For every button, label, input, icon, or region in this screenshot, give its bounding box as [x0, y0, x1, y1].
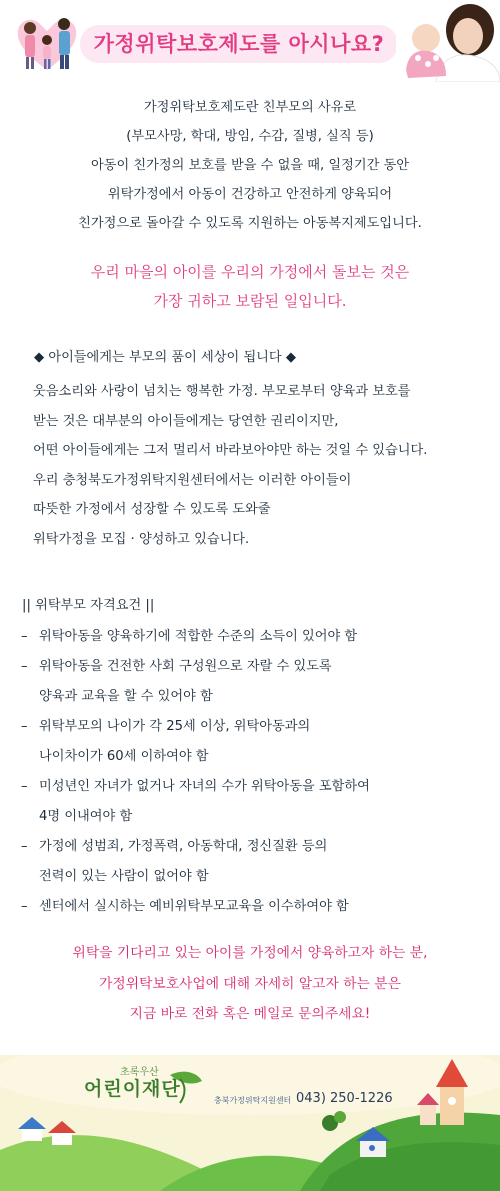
list-item-text: 센터에서 실시하는 예비위탁부모교육을 이수하여야 함	[39, 899, 349, 914]
list-item	[21, 652, 491, 712]
closing-message	[0, 938, 500, 1030]
center-name: 충북가정위탁지원센터	[214, 1096, 292, 1105]
org-logo-name: 어린이재단	[84, 1078, 181, 1100]
body-line: 우리 충청북도가정위탁지원센터에서는 이러한 아이들이	[33, 472, 352, 488]
intro-line: 가정위탁보호제도란 친부모의 사유로	[143, 100, 357, 115]
highlight-message	[0, 258, 500, 316]
list-item-continuation: 양육과 교육을 할 수 있어야 함	[39, 689, 213, 704]
page-title: 가정위탁보호제도를 아시나요?	[93, 32, 385, 56]
body-line: 어떤 아이들에게는 그저 멀리서 바라보아야만 하는 것일 수 있습니다.	[33, 443, 428, 459]
dash-bullet: –	[21, 899, 28, 914]
qualifications-heading: || 위탁부모 자격요건 ||	[22, 598, 155, 613]
org-subtitle: 초록우산	[120, 1067, 159, 1078]
footer-banner	[0, 1055, 500, 1191]
section-body	[33, 377, 493, 555]
list-item-text: 위탁아동을 양육하기에 적합한 수준의 소득이 있어야 함	[39, 629, 358, 644]
list-item	[21, 712, 491, 772]
list-item-text: 위탁아동을 건전한 사회 구성원으로 자랄 수 있도록	[39, 659, 332, 674]
family-illustration	[8, 8, 86, 78]
list-item-text: 미성년인 자녀가 없거나 자녀의 수가 위탁아동을 포함하여	[39, 779, 370, 794]
body-line: 위탁가정을 모집 · 양성하고 있습니다.	[33, 531, 250, 547]
intro-line: (부모사망, 학대, 방임, 수감, 질병, 실직 등)	[126, 129, 374, 144]
body-line: 웃음소리와 사랑이 넘치는 행복한 가정. 부모로부터 양육과 보호를	[33, 384, 411, 399]
dash-bullet: –	[21, 659, 28, 674]
closing-line: 위탁을 기다리고 있는 아이를 가정에서 양육하고자 하는 분,	[72, 945, 428, 961]
body-line: 따뜻한 가정에서 성장할 수 있도록 도와줄	[33, 502, 271, 518]
dash-bullet: –	[21, 779, 28, 794]
highlight-line: 우리 마을의 아이를 우리의 가정에서 돌보는 것은	[90, 263, 410, 281]
section-heading: ◆ 아이들에게는 부모의 품이 세상이 됩니다 ◆	[34, 350, 296, 365]
dash-bullet: –	[21, 839, 28, 854]
intro-paragraph	[0, 93, 500, 238]
list-item	[21, 832, 491, 892]
list-item-text: 가정에 성범죄, 가정폭력, 아동학대, 정신질환 등의	[39, 839, 328, 854]
intro-line: 아동이 친가정의 보호를 받을 수 없을 때, 일정기간 동안	[91, 158, 409, 173]
footer-landscape-illustration	[0, 1055, 500, 1191]
list-item-continuation: 나이차이가 60세 이하여야 함	[39, 749, 209, 764]
phone-number: 043) 250-1226	[296, 1091, 393, 1106]
dash-bullet: –	[21, 719, 28, 734]
mother-baby-photo	[396, 0, 500, 82]
list-item	[21, 772, 491, 832]
highlight-line: 가장 귀하고 보람된 일입니다.	[153, 292, 347, 310]
header-banner	[0, 0, 500, 85]
dash-bullet: –	[21, 629, 28, 644]
list-item	[21, 622, 491, 652]
qualifications-list	[21, 622, 491, 922]
closing-line: 지금 바로 전화 혹은 메일로 문의주세요!	[129, 1006, 371, 1022]
list-item-text: 위탁부모의 나이가 각 25세 이상, 위탁아동과의	[39, 719, 311, 734]
list-item	[21, 892, 491, 922]
body-line: 받는 것은 대부분의 아이들에게는 당연한 권리이지만,	[33, 413, 339, 429]
list-item-continuation: 4명 이내여야 함	[39, 809, 133, 824]
list-item-continuation: 전력이 있는 사람이 없어야 함	[39, 869, 209, 884]
intro-line: 친가정으로 돌아갈 수 있도록 지원하는 아동복지제도입니다.	[78, 216, 422, 231]
closing-line: 가정위탁보호사업에 대해 자세히 알고자 하는 분은	[99, 975, 401, 992]
intro-line: 위탁가정에서 아동이 건강하고 안전하게 양육되어	[107, 187, 393, 202]
